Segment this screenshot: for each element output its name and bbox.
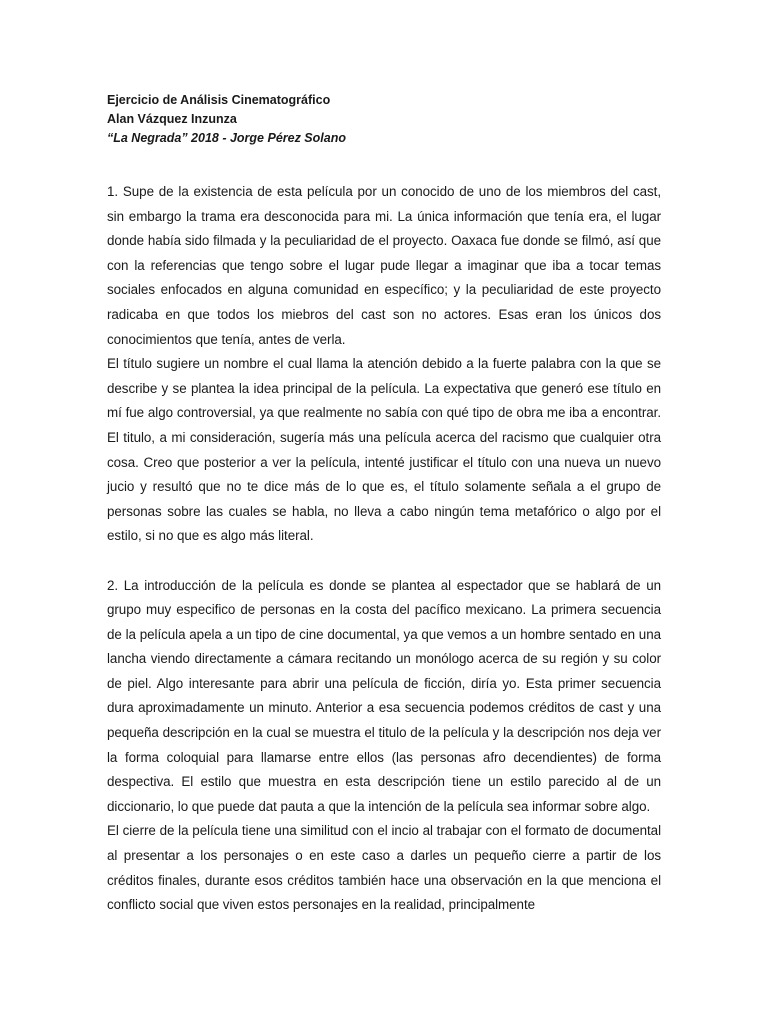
- document-body: [107, 180, 661, 918]
- exercise-title: Ejercicio de Análisis Cinematográfico: [107, 93, 331, 107]
- paragraph-spacer: [107, 549, 661, 574]
- paragraph-2: El título sugiere un nombre el cual llama la atención debido a la fuerte palabra con la que se describe y se plantea la idea principal de la película. La expectativa que generó ese título en mí fue algo controversial, ya que realmente no sabía con qué tipo de obra me iba a encontrar. El titulo, a mi consideración, sugería más una película acerca del racismo que cualquier otra cosa. Creo que posterior a ver la película, intenté justificar el título con una nueva un nuevo jucio y resultó que no te dice más de lo que es, el título solamente señala a el grupo de personas sobre las cuales se habla, no lleva a cabo ningún tema metafórico o algo por el estilo, si no que es algo más literal.: [107, 356, 661, 544]
- document-header: [107, 91, 661, 148]
- paragraph-4: El cierre de la película tiene una similitud con el incio al trabajar con el formato de documental al presentar a los personajes o en este caso a darles un pequeño cierre a partir de los créditos finales, durante esos créditos también hace una observación en la que menciona el conflicto social que viven estos personajes en la realidad, principalmente: [107, 823, 661, 913]
- author-name: Alan Vázquez Inzunza: [107, 112, 237, 126]
- film-reference: “La Negrada” 2018 - Jorge Pérez Solano: [107, 131, 346, 145]
- paragraph-3: 2. La introducción de la película es donde se plantea al espectador que se hablará de un grupo muy especifico de personas en la costa del pacífico mexicano. La primera secuencia de la película apela a un tipo de cine documental, ya que vemos a un hombre sentado en una lancha viendo directamente a cámara recitando un monólogo acerca de su región y su color de piel. Algo interesante para abrir una película de ficción, diría yo. Esta primer secuencia dura aproximadamente un minuto. Anterior a esa secuencia podemos créditos de cast y una pequeña descripción en la cual se muestra el titulo de la película y la descripción nos deja ver la forma coloquial para llamarse entre ellos (las personas afro decendientes) de forma despectiva. El estilo que muestra en esta descripción tiene un estilo parecido al de un diccionario, lo que puede dat pauta a que la intención de la película sea informar sobre algo.: [107, 577, 661, 814]
- paragraph-1: 1. Supe de la existencia de esta película por un conocido de uno de los miembros del cast, sin embargo la trama era desconocida para mi. La única información que tenía era, el lugar donde había sido filmada y la peculiaridad de el proyecto. Oaxaca fue donde se filmó, así que con la referencias que tengo sobre el lugar pude llegar a imaginar que iba a tocar temas sociales enfocados en alguna comunidad en específico; y la peculiaridad de este proyecto radicaba en que todos los miebros del cast son no actores. Esas eran los únicos dos conocimientos que tenía, antes de verla.: [107, 184, 661, 347]
- document-page: [107, 91, 661, 918]
